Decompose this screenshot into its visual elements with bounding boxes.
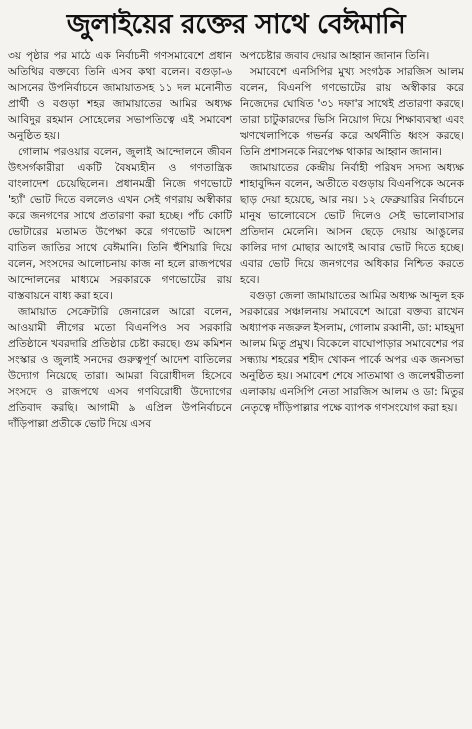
left-column	[8, 48, 232, 432]
paragraph: গোলাম পরওয়ার বলেন, জুলাই আন্দোলনে জীবন উৎসর্গকারীরা একটি বৈষম্যহীন ও গণতান্ত্রিক বাংলাদেশ চেয়েছিলেন। প্রধানমন্ত্রী নিজে গণভোটে 'হ্যাঁ' ভোট দিতে বললেও এখন সেই গণরায় অস্বীকার করে জনগণের সাথে প্রতারণা করা হচ্ছে। পাঁচ কোটি ভোটারের মতামত উপেক্ষা করে গণভোট আদেশ বাতিল জাতির সাথে বেঈমানি। তিনি হুঁশিয়ারি দিয়ে বলেন, সংসদের আলোচনায় কাজ না হলে রাজপথের আন্দোলনের মাধ্যমে সরকারকে গণভোটের রায় বাস্তবায়নে বাধ্য করা হবে।	[8, 146, 232, 302]
paragraph: ৩য় পৃষ্ঠার পর মাঠে এক নির্বাচনী গণসমাবেশে প্রধান অতিথির বক্তব্যে তিনি এসব কথা বলেন। বগুড়া-৬ আসনের উপনির্বাচনে জামায়াতসহ ১১ দল মনোনীত প্রার্থী ও বগুড়া শহর জামায়াতের আমির অধ্যক্ষ আবিদুর রহমান সোহেলের সভাপতিত্বে এই সমাবেশ অনুষ্ঠিত হয়।	[8, 50, 232, 142]
article-columns	[8, 48, 464, 432]
paragraph: জামায়াত সেক্রেটারি জেনারেল আরো বলেন, আওয়ামী লীগের মতো বিএনপিও সব সরকারি প্রতিষ্ঠানে খবরদারি প্রতিষ্ঠার চেষ্টা করছে। গুম কমিশন সংস্কার ও জুলাই সনদের গুরুত্বপূর্ণ আদেশ বাতিলের উদ্যোগ নিয়েছে তারা। আমরা বিরোধীদল হিসেবে সংসদে ও রাজপথে এসব গণবিরোধী উদ্যোগের প্রতিবাদ করছি। আগামী ৯ এপ্রিল উপনির্বাচনে দাঁড়িপাল্লা প্রতীকে ভোট দিয়ে এসব	[8, 306, 232, 430]
paragraph: সমাবেশে এনসিপির মুখ্য সংগঠক সারজিস আলম বলেন, বিএনপি গণভোটের রায় অস্বীকার করে নিজেদের ঘোষিত '৩১ দফা'র সাথেই প্রতারণা করছে। তারা চাটুকারদের ভিসি নিয়োগ দিয়ে শিক্ষাব্যবস্থা এবং ঋণখেলাপিকে গভর্নর করে অর্থনীতি ধ্বংস করছে। তিনি প্রশাসনকে নিরপেক্ষ থাকার আহ্বান জানান।	[240, 66, 464, 158]
paragraph: অপচেষ্টার জবাব দেয়ার আহ্বান জানান তিনি।	[240, 50, 430, 62]
headline: জুলাইয়ের রক্তের সাথে বেঈমানি	[66, 9, 406, 40]
paragraph: বগুড়া জেলা জামায়াতের আমির অধ্যক্ষ আব্দুল হক সরকারের সঞ্চালনায় সমাবেশে আরো বক্তব্য রাখেন অধ্যাপক নজরুল ইসলাম, গোলাম রব্বানী, ডা: মাহমুদা আলম মিতু প্রমুখ। বিকেলে বাঘোপাড়ার সমাবেশের পর সন্ধ্যায় শহরের শহীদ খোকন পার্কে অপর এক জনসভা অনুষ্ঠিত হয়। সমাবেশ শেষে সাতমাথা ও জলেশ্বরীতলা এলাকায় এনসিপি নেতা সারজিস আলম ও ডা: মিতুর নেতৃত্বে দাঁড়িপাল্লার পক্ষে ব্যাপক গণসংযোগ করা হয়।	[240, 290, 464, 414]
paragraph: জামায়াতের কেন্দ্রীয় নির্বাহী পরিষদ সদস্য অধ্যক্ষ শাহাবুদ্দিন বলেন, অতীতে বগুড়ায় বিএনপিকে অনেক ছাড় দেয়া হয়েছে, আর নয়। ১২ ফেব্রুয়ারির নির্বাচনে মানুষ ভালোবেসে ভোট দিলেও সেই ভালোবাসার প্রতিদান মেলেনি। আসন ছেড়ে দেয়ায় আঙুলের কালির দাগ মোছার আগেই আবার ভোট দিতে হচ্ছে। এবার ভোট দিয়ে জনগণের অধিকার নিশ্চিত করতে হবে।	[240, 162, 464, 286]
right-column	[240, 48, 464, 432]
